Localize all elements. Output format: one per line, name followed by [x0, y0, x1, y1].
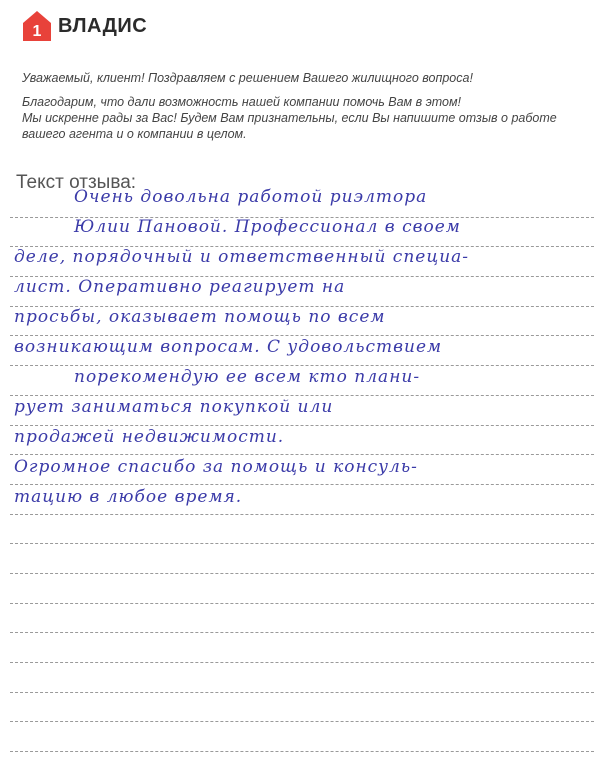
intro-thanks-line2: Мы искренне рады за Вас! Будем Вам признательны, если Вы напишите отзыв о работе вашего агента и о компании в целом.	[22, 111, 557, 141]
logo	[22, 10, 147, 42]
brand-name: ВЛАДИС	[58, 14, 148, 37]
review-line: Юлии Пановой. Профессионал в своем	[74, 217, 461, 237]
ruled-line	[10, 515, 594, 545]
review-line: продажей недвижимости.	[14, 427, 285, 447]
intro-greeting: Уважаемый, клиент! Поздравляем с решением Вашего жилищного вопроса!	[22, 71, 473, 85]
intro-text	[22, 70, 592, 150]
house-logo-icon	[22, 10, 52, 42]
review-line: порекомендую ее всем кто плани-	[74, 367, 421, 387]
ruled-line	[10, 722, 594, 752]
review-line: тацию в любое время.	[14, 487, 243, 507]
ruled-line	[10, 604, 594, 634]
review-line: деле, порядочный и ответственный специа-	[14, 247, 470, 267]
review-line: просьбы, оказывает помощь по всем	[14, 307, 386, 327]
review-line: возникающим вопросам. С удовольствием	[14, 337, 443, 357]
ruled-line	[10, 663, 594, 693]
review-line: рует заниматься покупкой или	[14, 397, 334, 417]
handwritten-review	[14, 182, 594, 512]
ruled-line	[10, 693, 594, 723]
review-line: Очень довольна работой риэлтора	[74, 187, 428, 207]
review-title: Текст отзыва:	[16, 172, 137, 193]
review-line: Огромное спасибо за помощь и консуль-	[14, 457, 418, 477]
intro-thanks	[22, 94, 592, 142]
ruled-line	[10, 633, 594, 663]
review-line: лист. Оперативно реагирует на	[14, 277, 346, 297]
ruled-line	[10, 574, 594, 604]
svg-text:1: 1	[32, 23, 42, 40]
intro-thanks-line1: Благодарим, что дали возможность нашей компании помочь Вам в этом!	[22, 95, 462, 109]
ruled-line	[10, 544, 594, 574]
